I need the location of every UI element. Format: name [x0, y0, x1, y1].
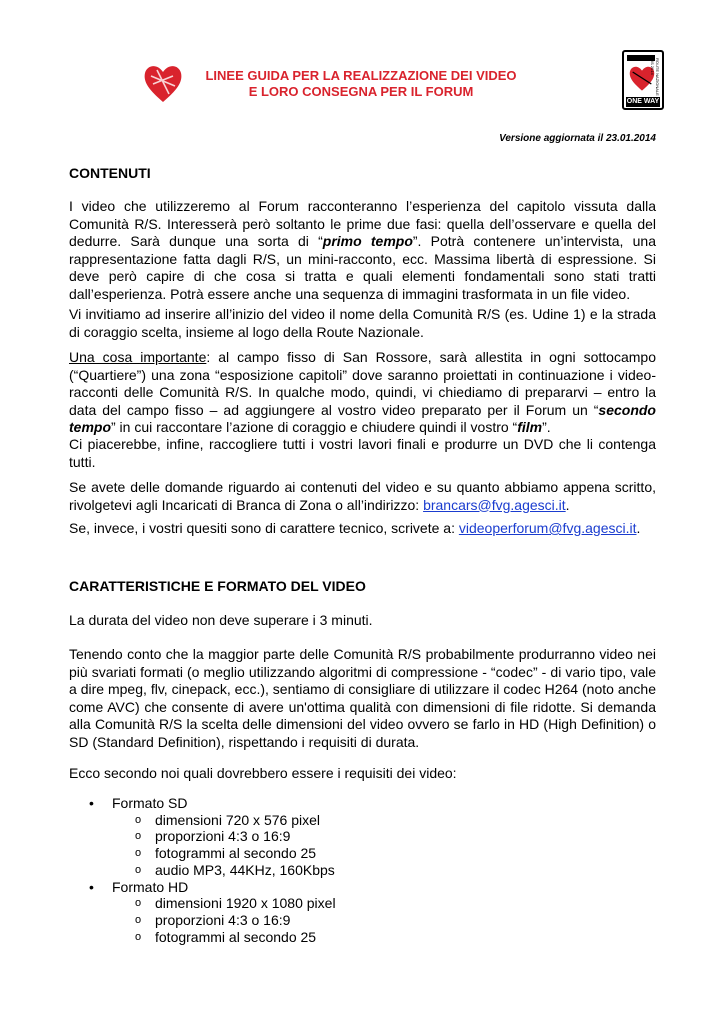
heart-logo-icon: [143, 62, 183, 104]
emphasis: film: [517, 419, 543, 435]
text: : al campo fisso di San Rossore, sarà allestita in ogni sottocampo (“Quartiere”) una zona “esposizione capitoli” dove saranno proiettati in continuazione i video-racconti delle Comunità R/S. In qualche modo, quindi, vi chiediamo di prepararvi – entro la data del campo fisso – ad aggiungere al vostro video preparato per il Forum un “: [69, 349, 656, 418]
format-list: [69, 795, 336, 945]
list-item: o fotogrammi al secondo 25: [155, 929, 336, 946]
paragraph-questions: [69, 479, 656, 514]
list-item: o proporzioni 4:3 o 16:9: [155, 912, 336, 929]
logo-text: ONE WAY: [626, 98, 660, 105]
paragraph-invite: Vi invitiamo ad inserire all’inizio del video il nome della Comunità R/S (es. Udine 1) e la strada di coraggio scelta, insieme al logo della Route Nazionale.: [69, 306, 656, 340]
paragraph-requirements: Ecco secondo noi quali dovrebbero essere i requisiti dei video:: [69, 765, 457, 781]
list-item: [69, 795, 336, 879]
list-item: [69, 879, 336, 946]
paragraph-codec: Tenendo conto che la maggior parte delle Comunità R/S probabilmente produrranno video nei più svariati formati (o meglio utilizzando algoritmi di compressione - “codec” - di vario tipo, vale a dire mpeg, flv, cinepack, ecc.), sentiamo di consigliare di utilizzare il codec H264 (noto anche come AVC) che consente di avere un'ottima qualità con dimensioni di file ridotte. Si demanda alla Comunità R/S la scelta delle dimensioni del video ovvero se farlo in HD (High Definition) o SD (Standard Definition), rispettando i requisiti di durata.: [69, 646, 656, 750]
paragraph-duration: La durata del video non deve superare i 3 minuti.: [69, 612, 373, 628]
paragraph-important: [69, 349, 656, 437]
list-item: o dimensioni 1920 x 1080 pixel: [155, 895, 336, 912]
text: Se avete delle domande riguardo ai contenuti del video e su quanto abbiamo appena scritto, rivolgetevi agli Incaricati di Branca di Zona o all’indirizzo:: [69, 479, 656, 513]
paragraph-intro: [69, 198, 656, 303]
text: ”.: [542, 419, 551, 435]
text: .: [636, 520, 641, 536]
logo-side-text: ROUTE NAZIONALE R/S 2014: [650, 58, 660, 96]
text: ”. Potrà contenere un’intervista, una rappresentazione fatta dagli R/S, un mini-racconto, ecc. Massima libertà di espressione. Si deve però capire di che cosa si tratta e quali elementi fondamentali sono stati tratti dall’esperienza. Potrà essere anche una sequenza di immagini trasformata in un file video.: [69, 233, 656, 302]
sublist: [112, 812, 336, 879]
text: ” in cui raccontare l’azione di coraggio e chiudere quindi il vostro “: [111, 419, 518, 435]
list-item: o proporzioni 4:3 o 16:9: [155, 828, 336, 845]
brancars-email-link[interactable]: brancars@fvg.agesci.it: [423, 496, 566, 513]
section-heading-caratteristiche: CARATTERISTICHE E FORMATO DEL VIDEO: [69, 578, 366, 594]
list-item: o fotogrammi al secondo 25: [155, 845, 336, 862]
title-line-2: E LORO CONSEGNA PER IL FORUM: [248, 84, 474, 99]
videoperforum-email-link[interactable]: videoperforum@fvg.agesci.it: [458, 520, 637, 536]
paragraph-technical: [69, 520, 656, 538]
text: Se, invece, i vostri quesiti sono di carattere tecnico, scrivete a:: [69, 520, 459, 536]
text: I video che utilizzeremo al Forum racconteranno l’esperienza del capitolo vissuta dalla Comunità R/S. Interesserà però soltanto le prime due fasi: quella dell’osservare e quella del dedurre. Sarà dunque una sorta di “: [69, 198, 656, 249]
emphasis: primo tempo: [322, 233, 413, 249]
version-date: Versione aggiornata il 23.01.2014: [499, 133, 656, 144]
list-item: o dimensioni 720 x 576 pixel: [155, 812, 336, 829]
paragraph-dvd: Ci piacerebbe, infine, raccogliere tutti i vostri lavori finali e produrre un DVD che li contenga tutti.: [69, 436, 656, 470]
underlined-text: Una cosa importante: [69, 349, 207, 365]
format-sd-label: Formato SD: [112, 795, 188, 811]
format-hd-label: Formato HD: [112, 878, 189, 895]
section-heading-contenuti: CONTENUTI: [69, 165, 151, 181]
emphasis: secondo tempo: [69, 401, 656, 435]
title-line-1: LINEE GUIDA PER LA REALIZZAZIONE DEI VIDEO: [205, 68, 517, 83]
text: .: [565, 496, 570, 513]
document-title: [186, 68, 536, 100]
sublist: [112, 895, 336, 945]
list-item: o audio MP3, 44KHz, 160Kbps: [155, 862, 336, 879]
